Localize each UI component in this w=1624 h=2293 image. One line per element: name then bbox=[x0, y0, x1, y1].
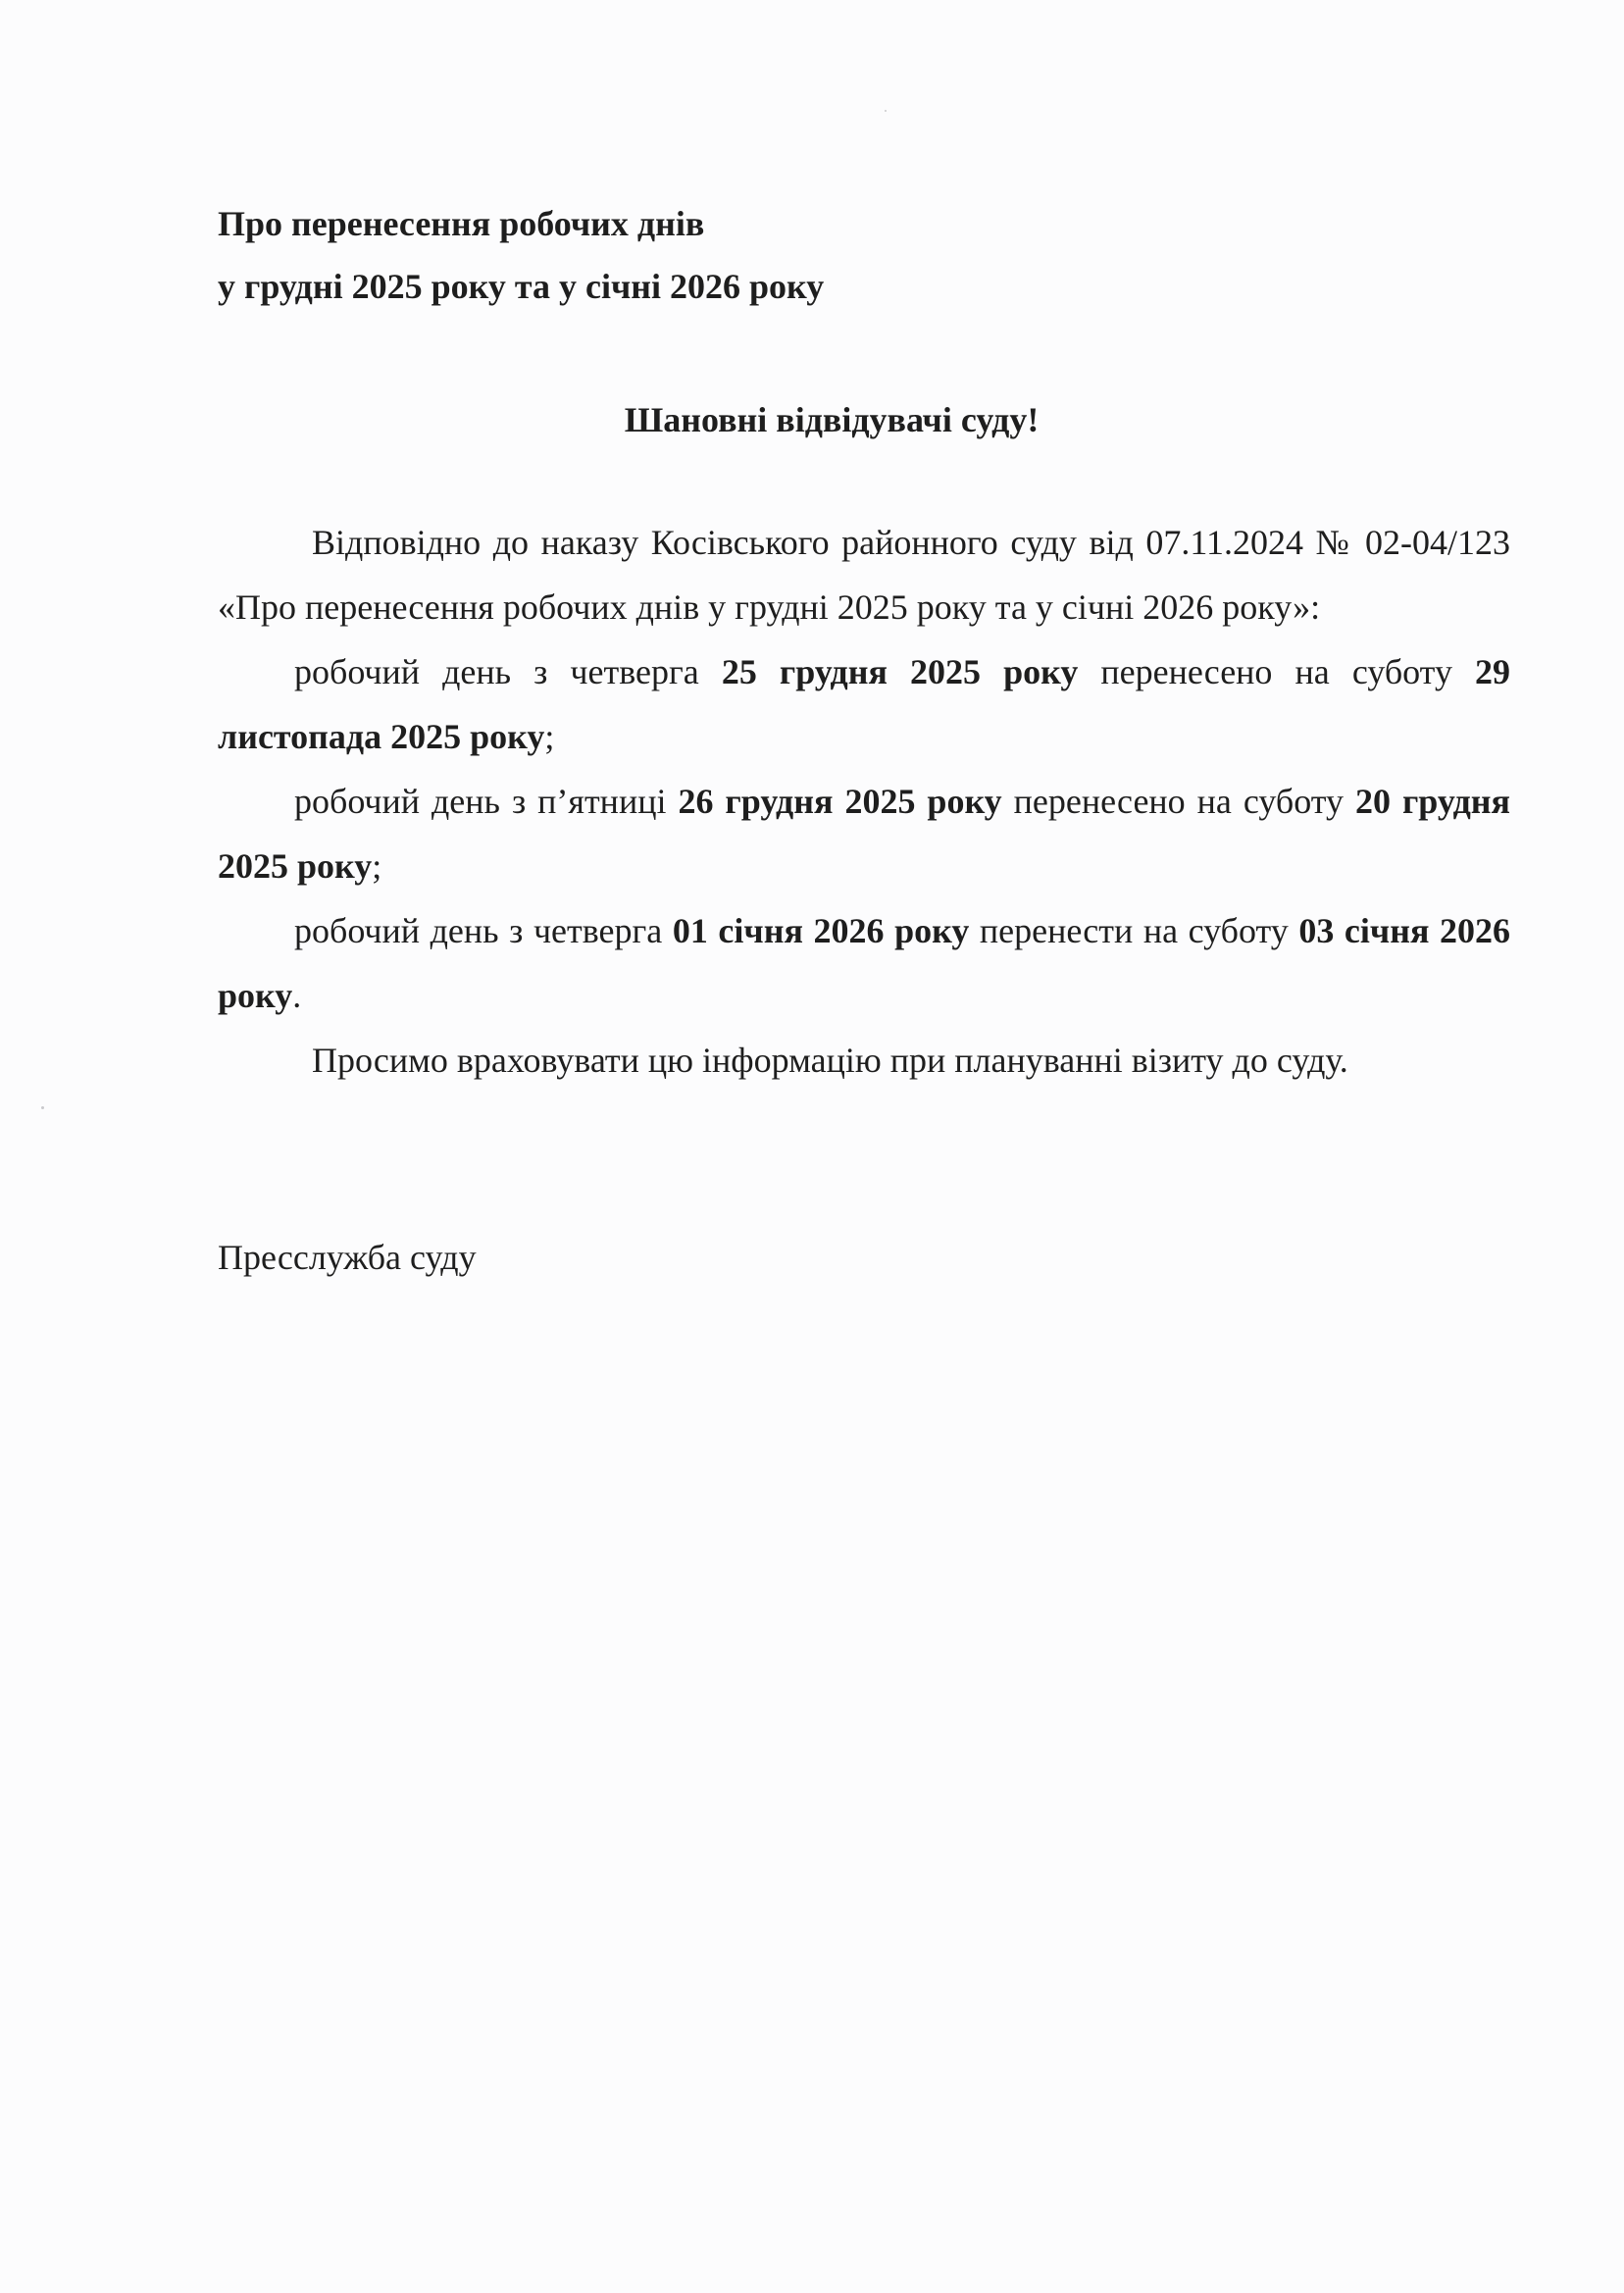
transfer-item-3 bbox=[218, 898, 1510, 1028]
item-source-date: 26 грудня 2025 року bbox=[678, 782, 1002, 821]
item-punct: ; bbox=[544, 717, 555, 756]
signature: Пресслужба суду bbox=[218, 1238, 477, 1277]
item-text: перенесено на суботу bbox=[1001, 782, 1355, 821]
document-body bbox=[218, 510, 1510, 1093]
item-target-date: 03 січня 2026 року bbox=[218, 911, 1510, 1015]
item-text: перенести на суботу bbox=[969, 911, 1299, 950]
title-line-1: Про перенесення робочих днів bbox=[218, 204, 705, 243]
scan-speck bbox=[885, 110, 887, 112]
intro-paragraph: Відповідно до наказу Косівського районного суду від 07.11.2024 № 02-04/123 «Про перенесення робочих днів у грудні 2025 року та у січні 2026 року»: bbox=[218, 523, 1510, 627]
item-source-date: 01 січня 2026 року bbox=[672, 911, 970, 950]
item-text: перенесено на суботу bbox=[1078, 652, 1476, 691]
item-punct: ; bbox=[372, 846, 382, 886]
title-line-2: у грудні 2025 року та у січні 2026 року bbox=[218, 267, 825, 306]
document-title bbox=[218, 192, 824, 318]
transfer-item-1 bbox=[218, 639, 1510, 769]
transfer-item-2 bbox=[218, 769, 1510, 898]
closing-paragraph: Просимо враховувати цю інформацію при плануванні візиту до суду. bbox=[312, 1041, 1348, 1080]
greeting-heading: Шановні відвідувачі суду! bbox=[624, 400, 1040, 439]
item-target-date: 29 листопада 2025 року bbox=[218, 652, 1511, 756]
item-text: робочий день з четверга bbox=[294, 652, 722, 691]
item-punct: . bbox=[292, 976, 302, 1015]
item-source-date: 25 грудня 2025 року bbox=[721, 652, 1079, 691]
scan-speck bbox=[41, 1106, 44, 1109]
item-target-date: 20 грудня 2025 року bbox=[218, 782, 1510, 886]
item-text: робочий день з п’ятниці bbox=[294, 782, 679, 821]
item-text: робочий день з четверга bbox=[294, 911, 673, 950]
